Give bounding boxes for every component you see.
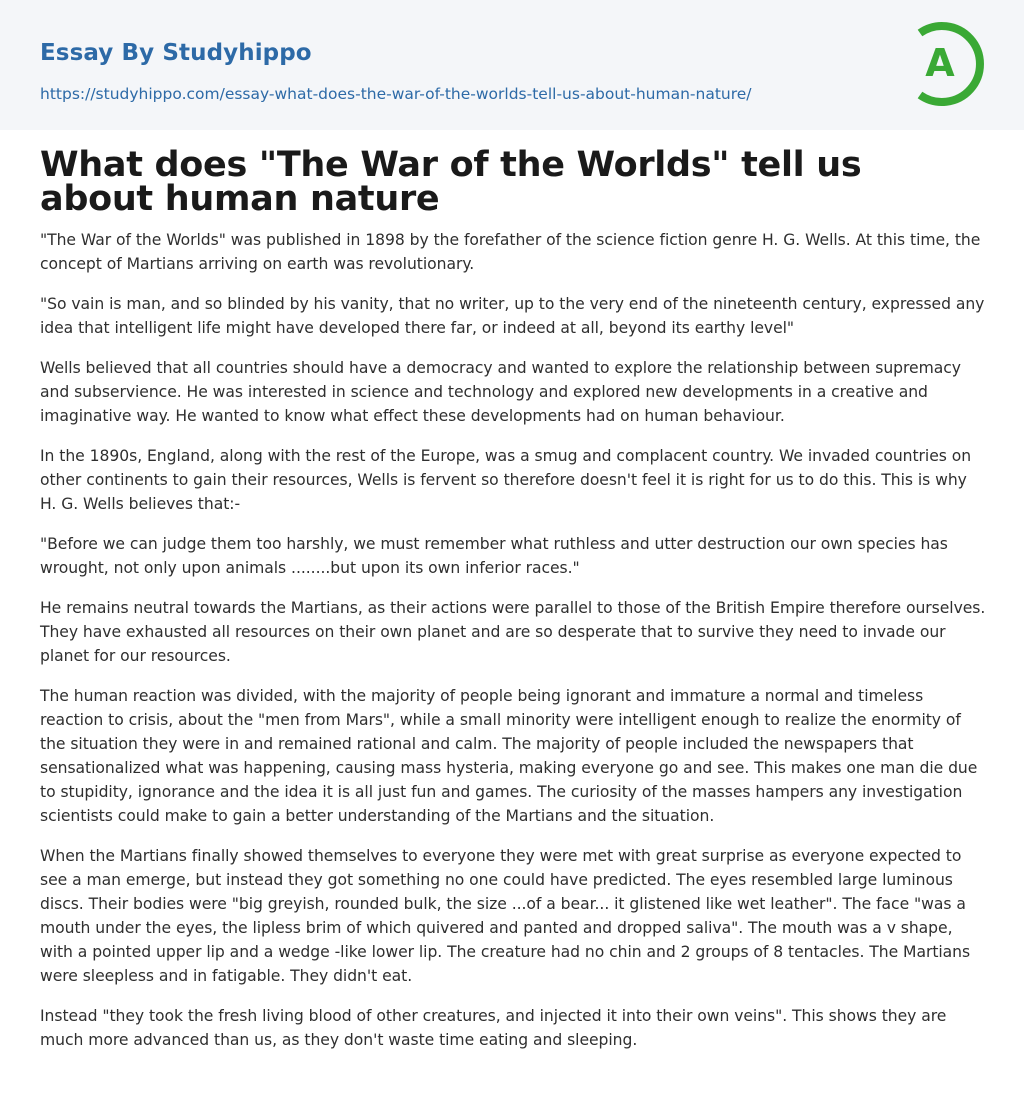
site-header bbox=[0, 0, 1024, 130]
essay-paragraph: In the 1890s, England, along with the rest of the Europe, was a smug and complacent country. We invaded countries on other continents to gain their resources, Wells is fervent so therefore doesn't feel it is right for us to do this. This is why H. G. Wells believes that:- bbox=[40, 447, 972, 513]
essay-paragraph: "So vain is man, and so blinded by his vanity, that no writer, up to the very end of the nineteenth century, expressed any idea that intelligent life might have developed there far, or indeed at all, beyond its earthy level" bbox=[40, 295, 985, 337]
essay-paragraph: "The War of the Worlds" was published in 1898 by the forefather of the science fiction genre H. G. Wells. At this time, the concept of Martians arriving on earth was revolutionary. bbox=[40, 231, 981, 273]
essay-paragraph: "Before we can judge them too harshly, we must remember what ruthless and utter destruction our own species has wrought, not only upon animals ........but upon its own inferior races." bbox=[40, 535, 948, 577]
site-title[interactable]: Essay By Studyhippo bbox=[40, 40, 312, 66]
essay-paragraph: He remains neutral towards the Martians, as their actions were parallel to those of the British Empire therefore ourselves. They have exhausted all resources on their own planet and are so desperate that to survive they need to invade our planet for our resources. bbox=[40, 599, 986, 665]
essay-paragraph: Wells believed that all countries should have a democracy and wanted to explore the relationship between supremacy and subservience. He was interested in science and technology and explored new developments in a creative and imaginative way. He wanted to know what effect these developments had on human behaviour. bbox=[40, 359, 961, 425]
page-url-link[interactable]: https://studyhippo.com/essay-what-does-the-war-of-the-worlds-tell-us-about-human-nature/ bbox=[40, 85, 752, 103]
letter-a-ring-logo-icon[interactable] bbox=[896, 14, 996, 114]
essay-paragraph: The human reaction was divided, with the majority of people being ignorant and immature a normal and timeless reaction to crisis, about the "men from Mars", while a small minority were intelligent enough to realize the enormity of the situation they were in and remained rational and calm. The majority of people included the newspapers that sensationalized what was happening, causing mass hysteria, making everyone go and see. This makes one man die due to stupidity, ignorance and the idea it is all just fun and games. The curiosity of the masses hampers any investigation scientists could make to gain a better understanding of the Martians and the situation. bbox=[40, 687, 978, 825]
essay-paragraph: Instead "they took the fresh living blood of other creatures, and injected it into their own veins". This shows they are much more advanced than us, as they don't waste time eating and sleeping. bbox=[40, 1007, 947, 1049]
essay-paragraph: When the Martians finally showed themselves to everyone they were met with great surprise as everyone expected to see a man emerge, but instead they got something no one could have predicted. The eyes resembled large luminous discs. Their bodies were "big greyish, rounded bulk, the size ...of a bear... it glistened like wet leather". The face "was a mouth under the eyes, the lipless brim of which quivered and panted and dropped saliva". The mouth was a v shape, with a pointed upper lip and a wedge -like lower lip. The creature had no chin and 2 groups of 8 tentacles. The Martians were sleepless and in fatigable. They didn't eat. bbox=[40, 847, 971, 985]
essay-title: What does "The War of the Worlds" tell us about human nature bbox=[40, 145, 862, 219]
logo-letter: A bbox=[925, 41, 955, 85]
essay-body bbox=[40, 145, 986, 1068]
